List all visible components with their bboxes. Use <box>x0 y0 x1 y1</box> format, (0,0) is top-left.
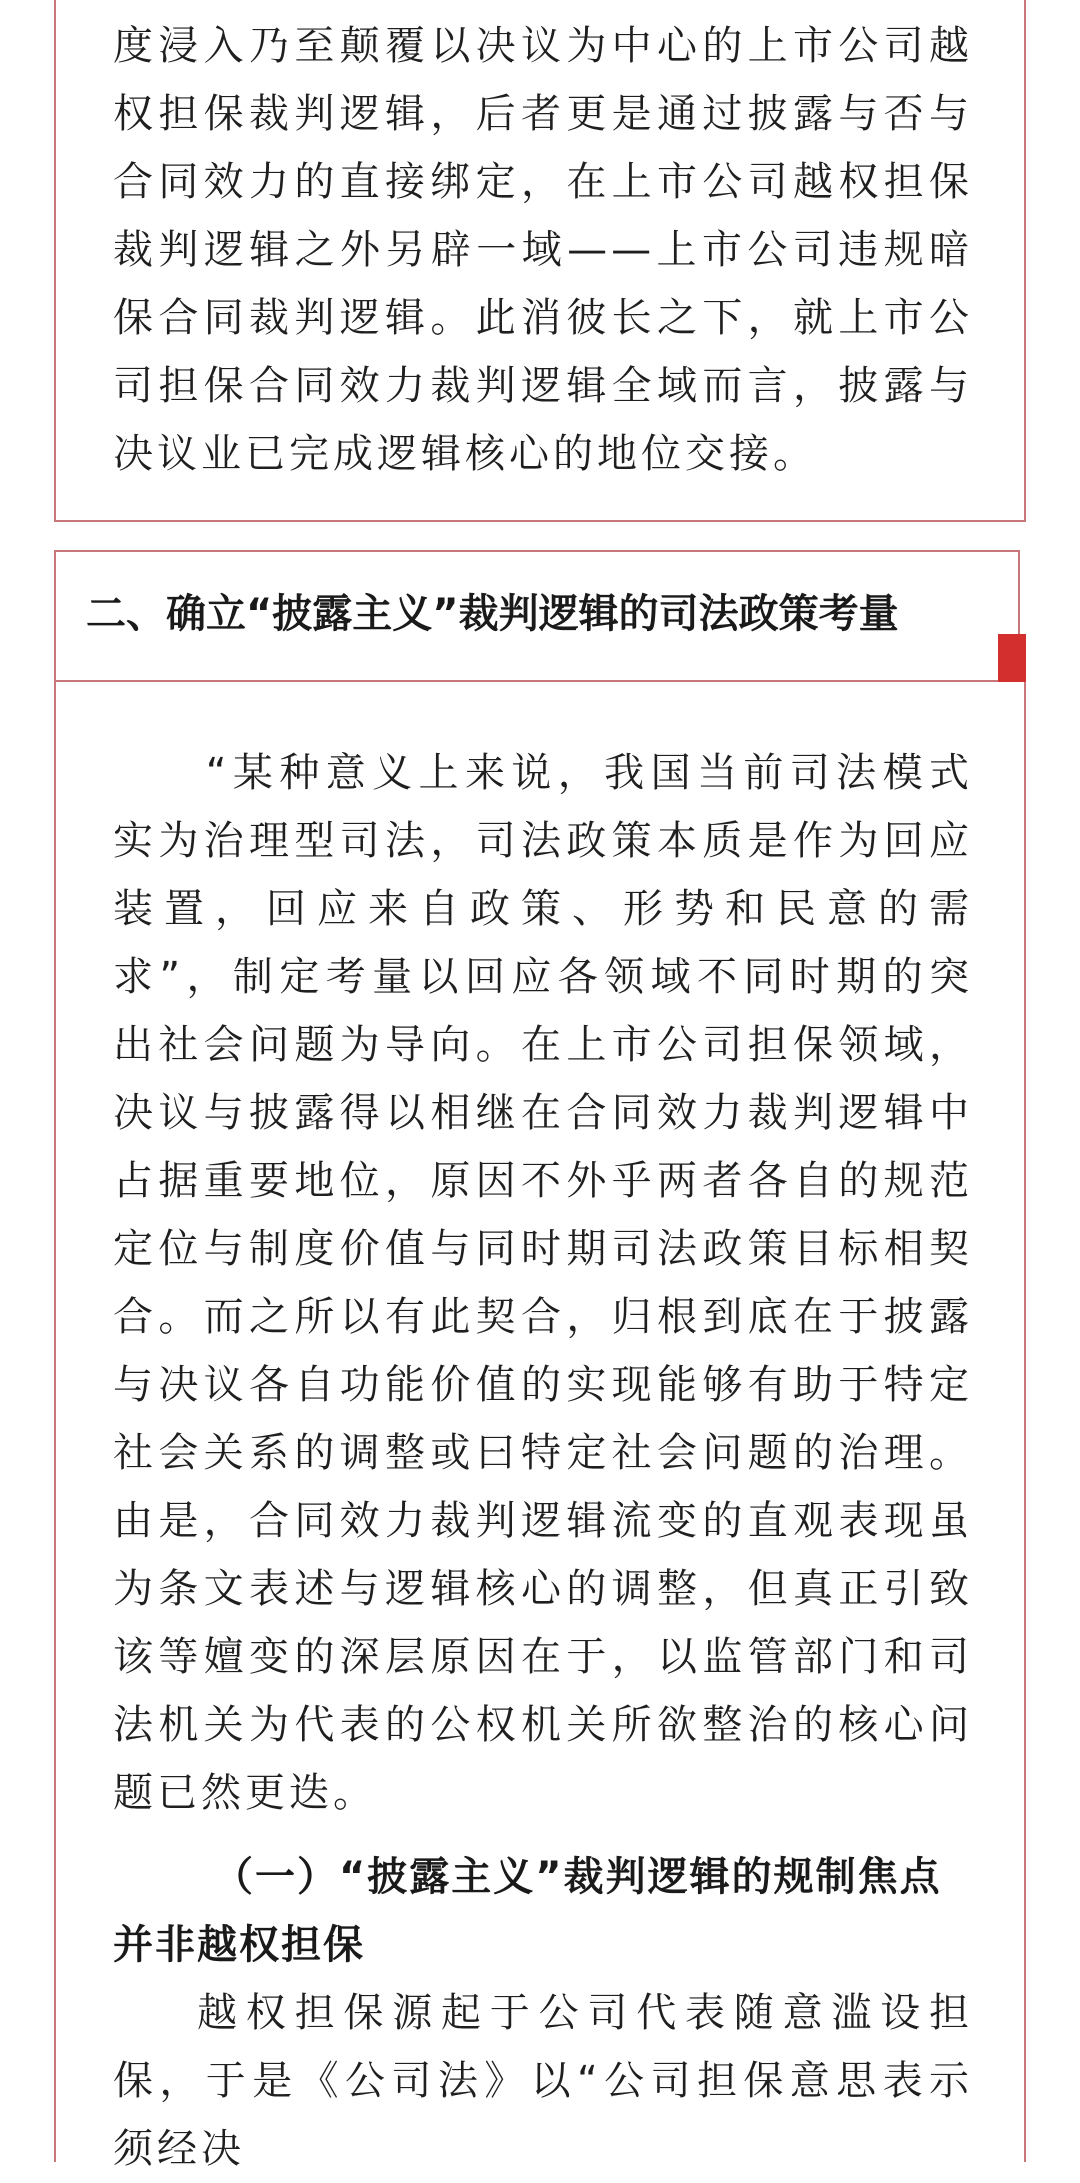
subsection-paragraph: 越权担保源起于公司代表随意滥设担保，于是《公司法》以“公司担保意思表示须经决 <box>113 1990 973 2172</box>
section-title: 二、确立“披露主义”裁判逻辑的司法政策考量 <box>86 591 899 637</box>
subsection-title: （一）“披露主义”裁判逻辑的规制焦点并非越权担保 <box>113 1854 942 1968</box>
section-paragraph: “某种意义上来说，我国当前司法模式实为治理型司法，司法政策本质是作为回应装置，回应来自政策、形势和民意的需求”，制定考量以回应各领域不同时期的突出社会问题为导向。在上市公司担保领域，决议与披露得以相继在合同效力裁判逻辑中占据重要地位，原因不外乎两者各自的规范定位与制度价值与同时期司法政策目标相契合。而之所以有此契合，归根到底在于披露与决议各自功能价值的实现能够有助于特定社会关系的调整或曰特定社会问题的治理。由是，合同效力裁判逻辑流变的直观表现虽为条文表述与逻辑核心的调整，但真正引致该等嬗变的深层原因在于，以监管部门和司法机关为代表的公权机关所欲整治的核心问题已然更迭。 <box>113 750 973 1816</box>
intro-paragraph: 度浸入乃至颠覆以决议为中心的上市公司越权担保裁判逻辑，后者更是通过披露与否与合同效力的直接绑定，在上市公司越权担保裁判逻辑之外另辟一域——上市公司违规暗保合同裁判逻辑。此消彼长之下，就上市公司担保合同效力裁判逻辑全域而言，披露与决议业已完成逻辑核心的地位交接。 <box>113 23 973 477</box>
